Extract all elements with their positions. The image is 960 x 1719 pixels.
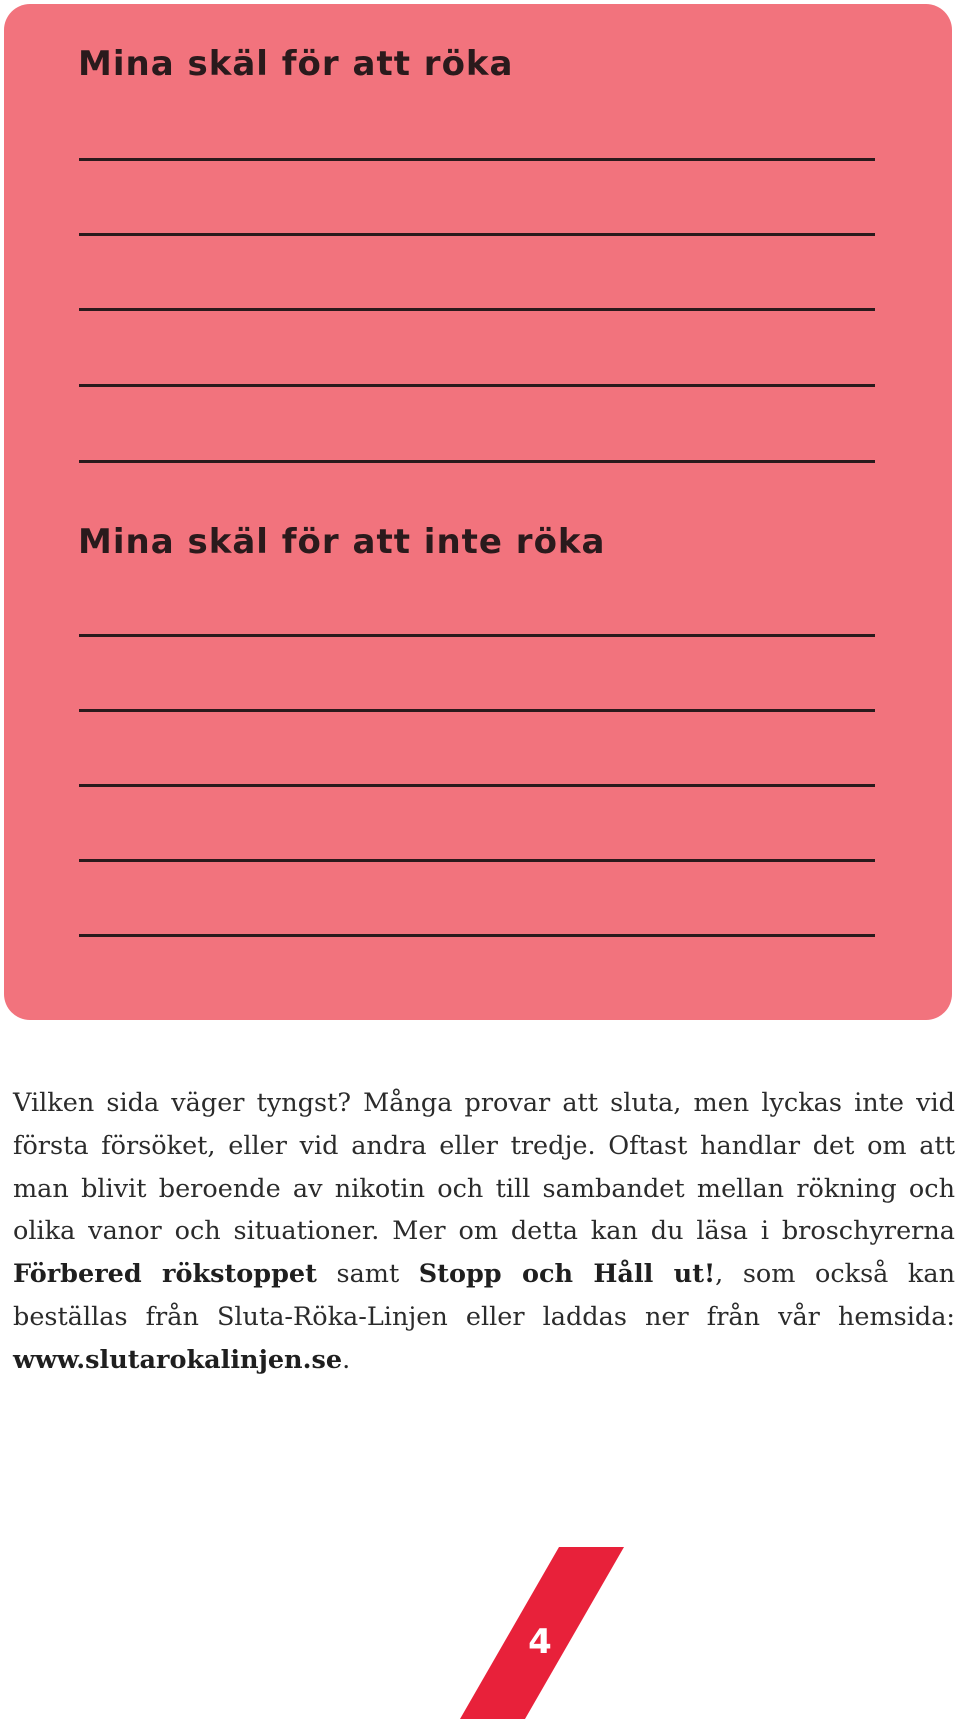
reasons-card: [4, 4, 952, 1020]
body-text-part-2: samt: [316, 1259, 419, 1290]
page-number: 4: [528, 1622, 552, 1662]
website-link[interactable]: www.slutarokalinjen.se: [13, 1344, 343, 1375]
body-text-part-1: Vilken sida väger tyngst? Många provar att sluta, men lyckas inte vid första försöket, eller vid andra eller tredje. Oftast handlar det om att man blivit beroende av nikotin och till sambandet mellan rökning och olika vanor och situationer. Mer om detta kan du läsa i broschyrerna: [13, 1088, 955, 1247]
write-line-against-2[interactable]: [79, 709, 875, 712]
body-paragraph: [13, 1082, 955, 1382]
write-line-against-4[interactable]: [79, 859, 875, 862]
write-line-against-5[interactable]: [79, 934, 875, 937]
write-line-against-3[interactable]: [79, 784, 875, 787]
brochure-title-2: Stopp och Håll ut!: [418, 1259, 716, 1290]
body-text-part-3: , som också kan beställas från Sluta-Röka-Linjen eller laddas ner från vår hemsida:: [13, 1259, 955, 1332]
brochure-title-1: Förbered rökstoppet: [13, 1259, 317, 1290]
write-line-for-4[interactable]: [79, 384, 875, 387]
write-line-for-1[interactable]: [79, 158, 875, 161]
write-line-for-5[interactable]: [79, 460, 875, 463]
write-line-against-1[interactable]: [79, 634, 875, 637]
body-text-part-4: .: [342, 1344, 351, 1375]
write-line-for-3[interactable]: [79, 308, 875, 311]
heading-reasons-against-smoking: Mina skäl för att inte röka: [78, 522, 606, 562]
write-line-for-2[interactable]: [79, 233, 875, 236]
heading-reasons-for-smoking: Mina skäl för att röka: [78, 44, 514, 84]
